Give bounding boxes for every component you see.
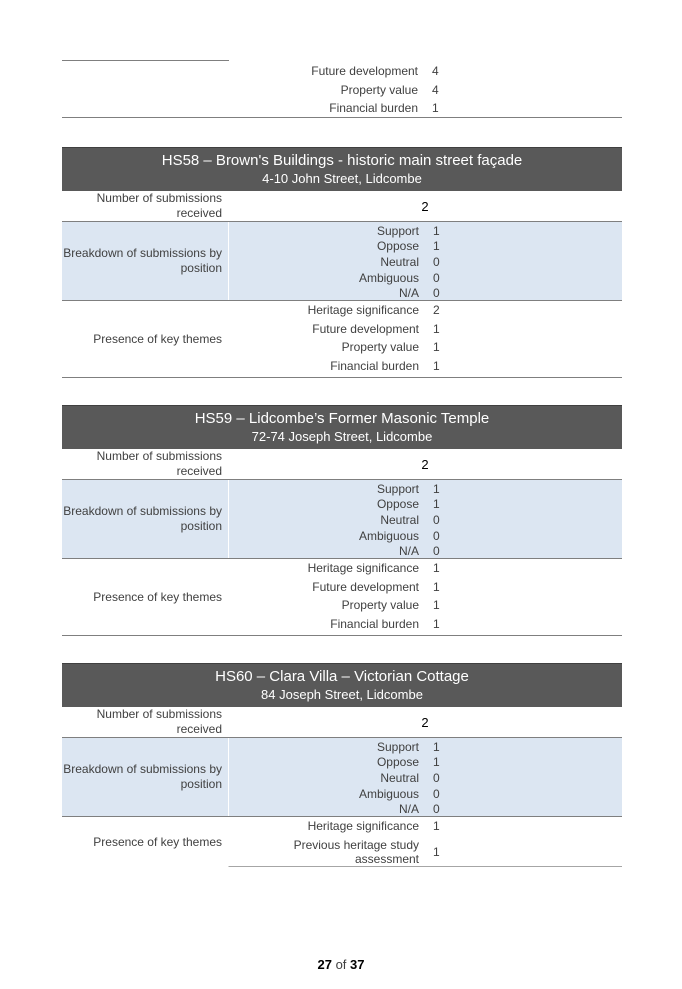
position-name: Support bbox=[376, 223, 419, 238]
position-value: 0 bbox=[433, 786, 440, 801]
position-breakdown bbox=[62, 738, 622, 817]
position-row bbox=[229, 770, 622, 786]
position-row bbox=[229, 786, 622, 802]
heritage-table-hs58 bbox=[62, 147, 622, 378]
position-name: N/A bbox=[398, 802, 419, 817]
theme-label: Property value bbox=[341, 598, 419, 613]
heritage-table-hs59 bbox=[62, 405, 622, 636]
position-value: 0 bbox=[433, 270, 440, 285]
position-value: 0 bbox=[433, 528, 440, 543]
position-name: Support bbox=[376, 739, 419, 754]
theme-label: Future development bbox=[312, 579, 419, 594]
table-address: 84 Joseph Street, Lidcombe bbox=[261, 687, 423, 702]
position-name: Neutral bbox=[380, 770, 419, 785]
page-number bbox=[0, 957, 682, 972]
position-breakdown bbox=[62, 222, 622, 301]
position-name: N/A bbox=[398, 286, 419, 301]
position-label: Breakdown of submissions by position bbox=[63, 762, 222, 791]
position-value: 1 bbox=[433, 739, 440, 754]
theme-row bbox=[229, 301, 622, 320]
key-themes bbox=[62, 559, 622, 636]
theme-value: 1 bbox=[432, 101, 439, 116]
theme-row bbox=[229, 338, 622, 357]
theme-label: Previous heritage study assessment bbox=[293, 837, 419, 866]
theme-row bbox=[229, 596, 622, 615]
theme-row bbox=[229, 836, 622, 868]
position-breakdown bbox=[62, 480, 622, 559]
position-row bbox=[229, 239, 622, 255]
position-name: N/A bbox=[398, 544, 419, 559]
theme-value: 1 bbox=[433, 579, 440, 594]
table-header bbox=[62, 405, 622, 449]
theme-value: 1 bbox=[433, 321, 440, 336]
fragment-divider bbox=[62, 60, 229, 61]
position-value: 0 bbox=[433, 770, 440, 785]
theme-label: Property value bbox=[341, 340, 419, 355]
position-row bbox=[229, 254, 622, 270]
table-header bbox=[62, 147, 622, 191]
position-value: 1 bbox=[433, 223, 440, 238]
theme-label: Financial burden bbox=[330, 617, 419, 632]
table-header bbox=[62, 663, 622, 707]
position-name: Ambiguous bbox=[358, 270, 419, 285]
position-name: Neutral bbox=[380, 512, 419, 527]
theme-value: 1 bbox=[433, 819, 440, 834]
theme-row bbox=[229, 320, 622, 339]
theme-row bbox=[228, 81, 622, 100]
heritage-table-hs60 bbox=[62, 663, 622, 867]
position-row bbox=[229, 739, 622, 755]
position-row bbox=[229, 528, 622, 544]
theme-value: 1 bbox=[433, 617, 440, 632]
themes-label: Presence of key themes bbox=[93, 834, 222, 849]
theme-value: 1 bbox=[433, 561, 440, 576]
theme-label: Heritage significance bbox=[307, 819, 419, 834]
key-themes bbox=[62, 301, 622, 378]
submissions-row bbox=[62, 191, 622, 222]
position-name: Oppose bbox=[376, 239, 419, 254]
position-label: Breakdown of submissions by position bbox=[63, 504, 222, 533]
submissions-count: 2 bbox=[421, 714, 429, 730]
position-value: 0 bbox=[433, 286, 440, 301]
submissions-count: 2 bbox=[421, 198, 429, 214]
theme-value: 1 bbox=[433, 844, 440, 859]
submissions-label: Number of submissions received bbox=[96, 707, 222, 736]
position-name: Oppose bbox=[376, 755, 419, 770]
position-row bbox=[229, 270, 622, 286]
page-separator: of bbox=[335, 957, 347, 972]
position-name: Ambiguous bbox=[358, 786, 419, 801]
position-value: 0 bbox=[433, 254, 440, 269]
position-value: 1 bbox=[433, 481, 440, 496]
total-pages: 37 bbox=[350, 957, 365, 972]
submissions-label: Number of submissions received bbox=[96, 191, 222, 220]
themes-label: Presence of key themes bbox=[93, 331, 222, 346]
theme-value: 4 bbox=[432, 82, 439, 97]
key-themes bbox=[62, 817, 622, 867]
submissions-label: Number of submissions received bbox=[96, 449, 222, 478]
position-name: Neutral bbox=[380, 254, 419, 269]
table-title: HS58 – Brown's Buildings - historic main street façade bbox=[161, 152, 523, 169]
position-row bbox=[229, 543, 622, 559]
position-value: 0 bbox=[433, 512, 440, 527]
current-page: 27 bbox=[317, 957, 332, 972]
position-value: 0 bbox=[433, 544, 440, 559]
table-title: HS60 – Clara Villa – Victorian Cottage bbox=[215, 668, 469, 685]
theme-value: 2 bbox=[433, 303, 440, 318]
theme-row bbox=[229, 357, 622, 376]
theme-row bbox=[229, 615, 622, 634]
theme-label: Financial burden bbox=[329, 101, 418, 116]
position-value: 0 bbox=[433, 802, 440, 817]
submissions-row bbox=[62, 707, 622, 738]
fragment-bottom-rule bbox=[62, 117, 622, 118]
position-value: 1 bbox=[433, 239, 440, 254]
position-name: Ambiguous bbox=[358, 528, 419, 543]
theme-label: Property value bbox=[340, 82, 418, 97]
theme-row bbox=[228, 62, 622, 81]
table-title: HS59 – Lidcombe’s Former Masonic Temple bbox=[194, 410, 490, 427]
position-row bbox=[229, 285, 622, 301]
themes-label: Presence of key themes bbox=[93, 589, 222, 604]
theme-row bbox=[229, 559, 622, 578]
table-address: 4-10 John Street, Lidcombe bbox=[262, 171, 422, 186]
submissions-count: 2 bbox=[421, 456, 429, 472]
position-row bbox=[229, 497, 622, 513]
theme-label: Future development bbox=[312, 321, 419, 336]
position-row bbox=[229, 801, 622, 817]
theme-value: 4 bbox=[432, 64, 439, 79]
theme-row bbox=[229, 817, 622, 836]
theme-label: Future development bbox=[311, 64, 418, 79]
table-address: 72-74 Joseph Street, Lidcombe bbox=[251, 429, 433, 444]
position-row bbox=[229, 223, 622, 239]
position-value: 1 bbox=[433, 755, 440, 770]
position-value: 1 bbox=[433, 497, 440, 512]
position-label: Breakdown of submissions by position bbox=[63, 246, 222, 275]
theme-row bbox=[228, 99, 622, 118]
theme-row bbox=[229, 578, 622, 597]
position-name: Support bbox=[376, 481, 419, 496]
submissions-row bbox=[62, 449, 622, 480]
position-name: Oppose bbox=[376, 497, 419, 512]
position-row bbox=[229, 481, 622, 497]
position-row bbox=[229, 755, 622, 771]
theme-label: Heritage significance bbox=[307, 303, 419, 318]
position-row bbox=[229, 512, 622, 528]
theme-value: 1 bbox=[433, 598, 440, 613]
theme-value: 1 bbox=[433, 359, 440, 374]
theme-value: 1 bbox=[433, 340, 440, 355]
theme-label: Financial burden bbox=[330, 359, 419, 374]
theme-label: Heritage significance bbox=[307, 561, 419, 576]
